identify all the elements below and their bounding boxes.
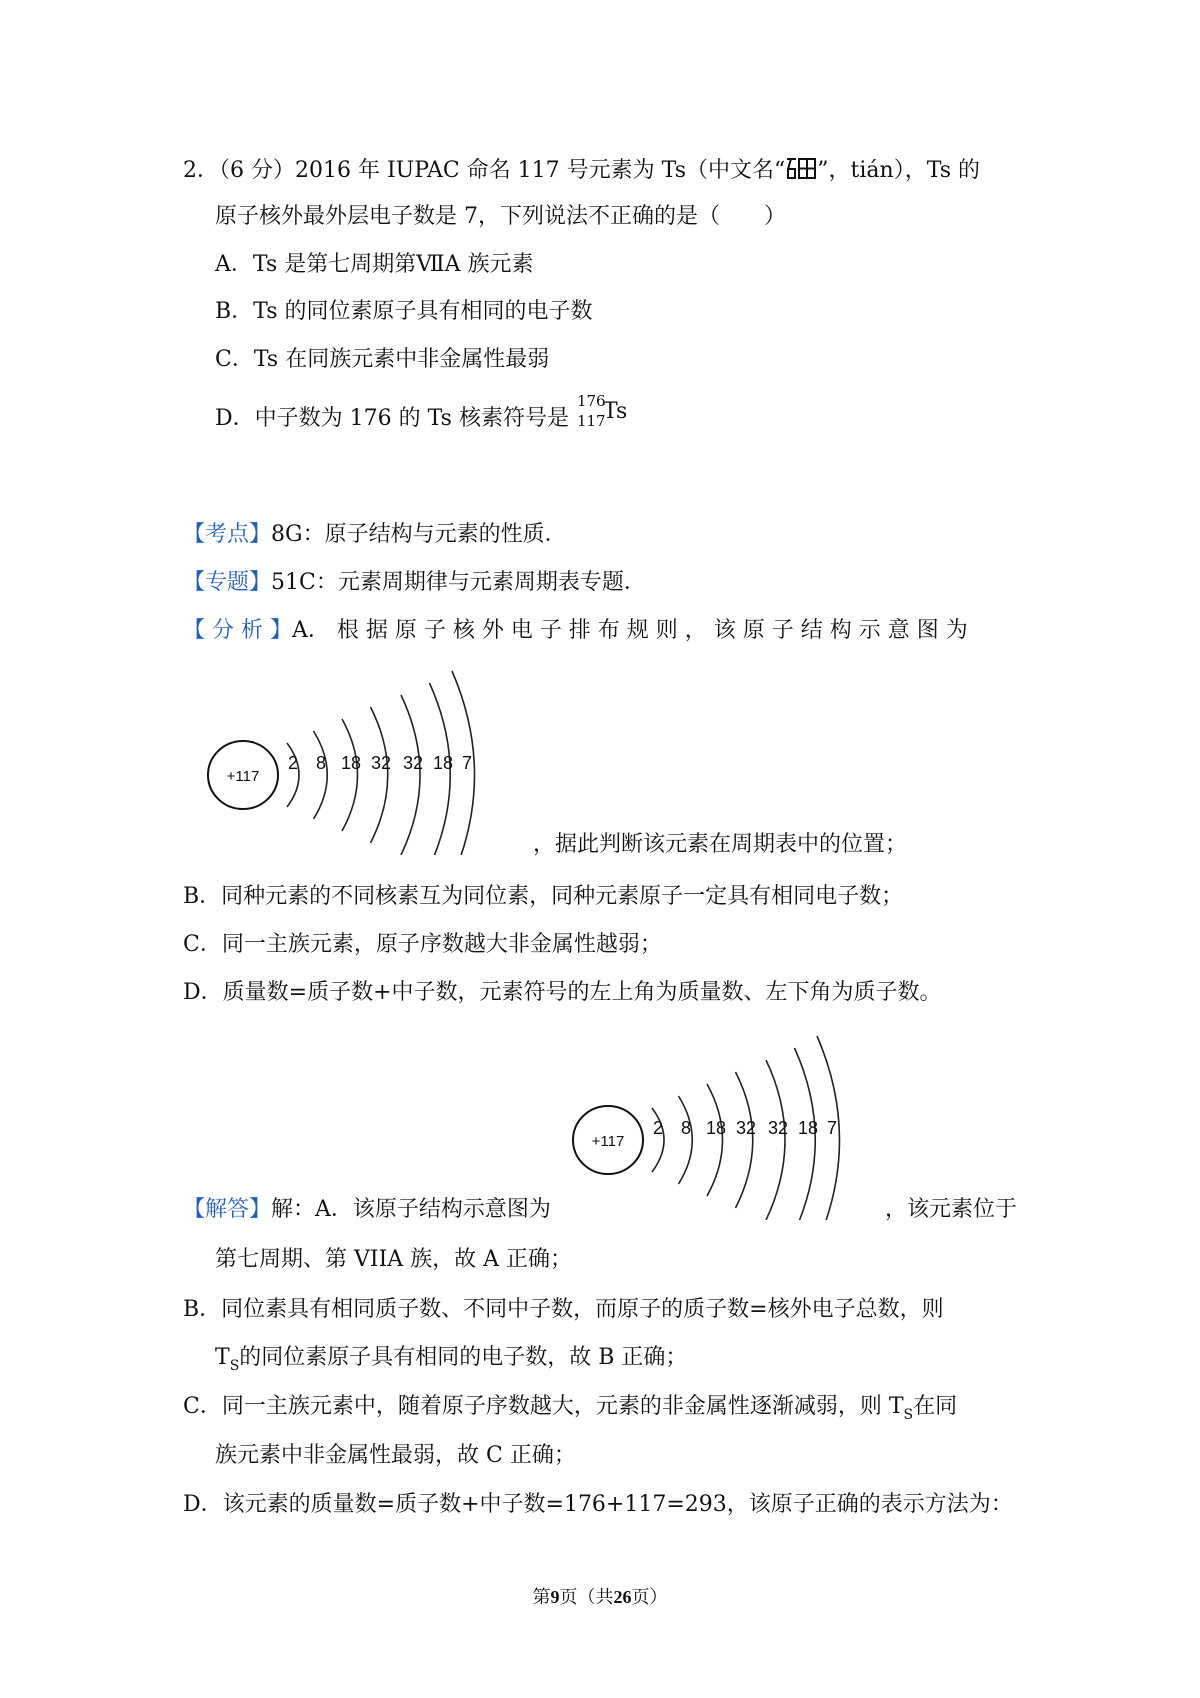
jieda-d-line1: D．该元素的质量数=质子数+中子数=176+117=293，该原子正确的表示方法为：	[183, 1492, 1013, 1517]
jieda-a-text: 解：A．该原子结构示意图为	[271, 1197, 551, 1222]
option-d-text: D．中子数为 176 的 Ts 核素符号是	[215, 406, 569, 431]
tian-character-glyph	[785, 155, 817, 181]
footer-post: 页）	[631, 1587, 668, 1608]
footer-mid: 页（共	[559, 1587, 614, 1608]
fenxi-line	[183, 616, 968, 646]
page-footer	[0, 1585, 1200, 1610]
electron-shell-arc	[371, 707, 388, 843]
electron-count: 7	[461, 753, 473, 773]
electron-shell-arc-answer	[736, 1072, 753, 1208]
electron-count: 32	[370, 753, 392, 773]
ts-symbol: T	[215, 1345, 230, 1370]
fenxi-text: A． 根 据 原 子 核 外 电 子 排 布 规 则 ， 该 原 子 结 构 示 意 图 为	[291, 618, 968, 643]
jieda-a-line2: 第七周期、第 VIIA 族，故 A 正确；	[215, 1247, 573, 1272]
electron-count-answer: 32	[735, 1118, 757, 1138]
atom-structure-diagram	[205, 665, 535, 855]
footer-page-number: 9	[550, 1587, 560, 1607]
question-text-b: ”，tián），Ts 的	[817, 158, 981, 183]
question-line-1	[183, 155, 980, 186]
ts-subscript: S	[229, 1358, 240, 1374]
jieda-label: 【解答】	[183, 1197, 272, 1222]
option-d	[215, 392, 628, 437]
question-text-a: 2．（6 分）2016 年 IUPAC 命名 117 号元素为 Ts（中文名“	[183, 158, 786, 183]
jieda-c-text-a: C．同一主族元素中，随着原子序数越大，元素的非金属性逐渐减弱，则 T	[183, 1394, 904, 1419]
nuclide-mass-number: 176	[576, 392, 606, 410]
jieda-line-a	[183, 1195, 551, 1225]
zhuanti-label: 【专题】	[183, 570, 272, 595]
electron-count-answer: 7	[826, 1118, 838, 1138]
kaodian-label: 【考点】	[183, 522, 272, 547]
fenxi-d: D．质量数=质子数+中子数，元素符号的左上角为质量数、左下角为质子数。	[183, 980, 942, 1005]
atom-structure-diagram-answer	[570, 1030, 900, 1220]
ts-subscript-c: S	[903, 1407, 914, 1423]
footer-pre: 第	[532, 1587, 551, 1608]
jieda-c-line2: 族元素中非金属性最弱，故 C 正确；	[215, 1443, 576, 1468]
option-b: B．Ts 的同位素原子具有相同的电子数	[215, 299, 593, 324]
fenxi-b: B．同种元素的不同核素互为同位素，同种元素原子一定具有相同电子数；	[183, 884, 904, 909]
jieda-b-line1: B．同位素具有相同质子数、不同中子数，而原子的质子数=核外电子总数，则	[183, 1297, 944, 1322]
electron-count-answer: 8	[680, 1118, 692, 1138]
jieda-a-after: ，该元素位于	[885, 1197, 1018, 1222]
nucleus-charge: +117	[226, 768, 260, 785]
electron-shell-arc	[314, 731, 328, 819]
electron-shell-arc-answer	[766, 1060, 785, 1220]
electron-count: 2	[287, 753, 299, 773]
electron-count-answer: 32	[767, 1118, 789, 1138]
fenxi-c: C．同一主族元素，原子序数越大非金属性越弱；	[183, 932, 662, 957]
electron-count-answer: 2	[652, 1118, 664, 1138]
electron-count: 18	[340, 753, 362, 773]
jieda-c-text-b: 在同	[913, 1394, 958, 1419]
option-a: A．Ts 是第七周期第ⅦA 族元素	[215, 252, 534, 277]
nuclide-element-symbol: Ts	[602, 399, 628, 424]
nuclide-atomic-number: 117	[576, 412, 606, 430]
jieda-b-line2	[215, 1343, 687, 1381]
electron-count-answer: 18	[705, 1118, 727, 1138]
option-c: C．Ts 在同族元素中非金属性最弱	[215, 347, 550, 372]
jieda-b-rest: 的同位素原子具有相同的电子数，故 B 正确；	[239, 1345, 688, 1370]
electron-shell-arc	[401, 695, 420, 855]
kaodian-text: 8G：原子结构与元素的性质．	[271, 522, 567, 547]
electron-count-answer: 18	[797, 1118, 819, 1138]
nucleus-charge-answer: +117	[591, 1133, 625, 1150]
footer-total-pages: 26	[613, 1587, 632, 1607]
fenxi-label: 【 分 析 】	[183, 618, 292, 643]
nuclide-symbol	[575, 392, 628, 437]
fenxi-after-diagram: ，据此判断该元素在周期表中的位置；	[533, 832, 908, 857]
electron-count: 18	[432, 753, 454, 773]
electron-shell-arc-answer	[707, 1084, 723, 1196]
kaodian-line	[183, 520, 567, 550]
electron-count: 32	[402, 753, 424, 773]
electron-shell-arc	[342, 719, 358, 831]
zhuanti-text: 51C：元素周期律与元素周期表专题．	[271, 570, 646, 595]
electron-shell-arc-answer	[679, 1096, 693, 1184]
jieda-c-line1	[183, 1392, 957, 1430]
question-line-2: 原子核外最外层电子数是 7，下列说法不正确的是（ ）	[215, 204, 786, 229]
zhuanti-line	[183, 568, 646, 598]
electron-count: 8	[315, 753, 327, 773]
